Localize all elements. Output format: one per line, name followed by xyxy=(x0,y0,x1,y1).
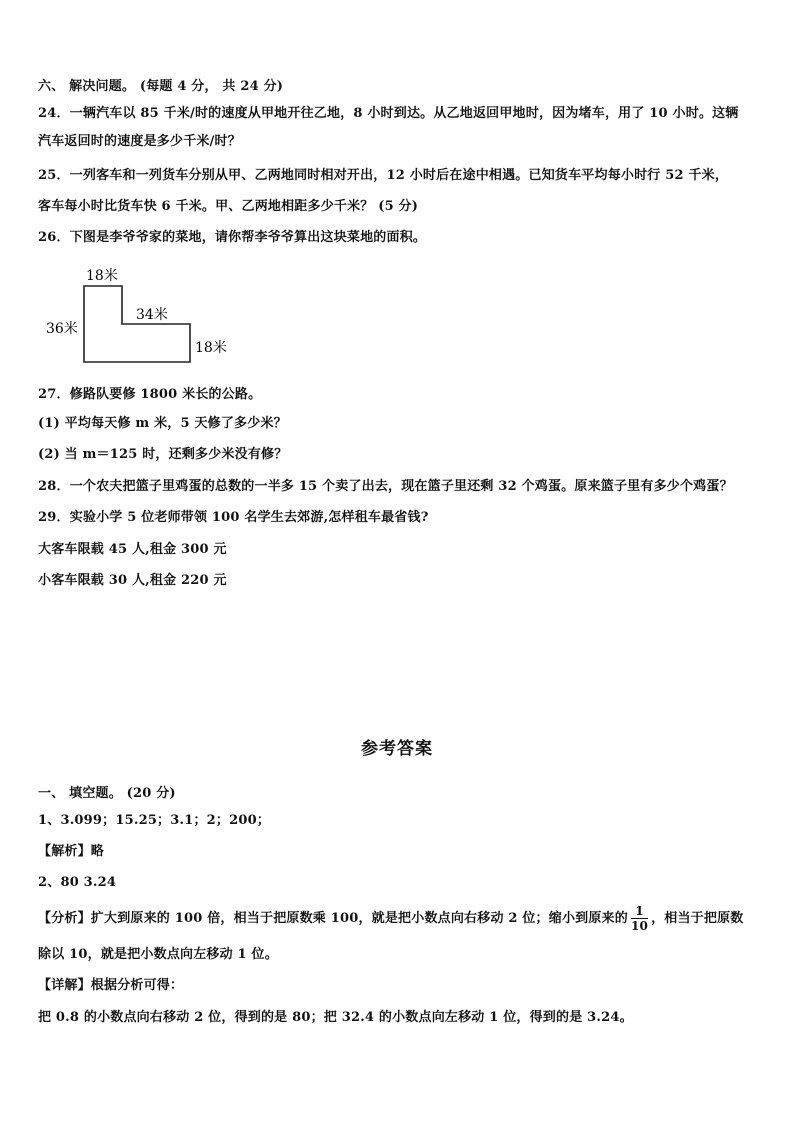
l-shape-outline xyxy=(84,286,190,362)
answer-2: 2、80 3.24 xyxy=(38,875,117,890)
answer-2-analysis-text-b: ，相当于把原数 xyxy=(651,911,744,926)
answers-section-1-heading: 一、 填空题。 (20 分) xyxy=(38,786,176,801)
question-24-line-2: 汽车返回时的速度是多少千米/时？ xyxy=(38,134,241,149)
fraction-numerator: 1 xyxy=(631,904,648,919)
question-27: 27．修路队要修 1800 米长的公路。 xyxy=(38,387,262,402)
answer-2-detail-line-2: 把 0.8 的小数点向右移动 2 位，得到的是 80；把 32.4 的小数点向左移动 1 位，得到的是 3.24。 xyxy=(38,1010,633,1025)
answer-1-analysis: 【解析】略 xyxy=(38,844,105,859)
bus-small-info: 小客车限载 30 人,租金 220 元 xyxy=(38,573,227,588)
section-6-heading: 六、 解决问题。 (每题 4 分， 共 24 分) xyxy=(38,79,284,94)
vegetable-field-figure xyxy=(40,262,250,372)
answers-title: 参考答案 xyxy=(361,739,433,759)
fraction-denominator: 10 xyxy=(630,919,649,933)
label-middle-34m: 34米 xyxy=(136,307,168,323)
question-25-line-2: 客车每小时比货车快 6 千米。甲、乙两地相距多少千米？ (5 分) xyxy=(38,199,419,214)
question-28: 28．一个农夫把篮子里鸡蛋的总数的一半多 15 个卖了出去，现在篮子里还剩 32 个鸡蛋。原来篮子里有多少个鸡蛋？ xyxy=(38,479,733,494)
question-25-line-1: 25．一列客车和一列货车分别从甲、乙两地同时相对开出，12 小时后在途中相遇。已知货车平均每小时行 52 千米， xyxy=(38,168,729,183)
question-24-line-1: 24．一辆汽车以 85 千米/时的速度从甲地开往乙地，8 小时到达。从乙地返回甲地时，因为堵车，用了 10 小时。这辆 xyxy=(38,106,739,121)
fraction-one-tenth xyxy=(631,904,648,933)
answer-2-analysis-text-a: 【分析】扩大到原来的 100 倍，相当于把原数乘 100，就是把小数点向右移动 2 位；缩小到原来的 xyxy=(38,911,628,926)
bus-large-info: 大客车限载 45 人,租金 300 元 xyxy=(38,542,227,557)
answer-2-analysis-line-1 xyxy=(38,904,743,933)
question-29: 29．实验小学 5 位老师带领 100 名学生去郊游,怎样租车最省钱? xyxy=(38,510,429,525)
label-top-18m: 18米 xyxy=(86,268,118,284)
answer-1: 1、3.099；15.25；3.1；2；200； xyxy=(38,813,271,828)
label-right-18m: 18米 xyxy=(195,340,227,356)
question-27-part-1: (1) 平均每天修 m 米，5 天修了多少米？ xyxy=(38,416,287,431)
answer-2-detail: 【详解】根据分析可得： xyxy=(38,978,184,993)
label-left-36m: 36米 xyxy=(46,321,78,337)
question-27-part-2: (2) 当 m＝125 时，还剩多少米没有修？ xyxy=(38,447,288,462)
answer-2-analysis-line-2: 除以 10，就是把小数点向左移动 1 位。 xyxy=(38,947,278,962)
question-26: 26．下图是李爷爷家的菜地，请你帮李爷爷算出这块菜地的面积。 xyxy=(38,230,427,245)
